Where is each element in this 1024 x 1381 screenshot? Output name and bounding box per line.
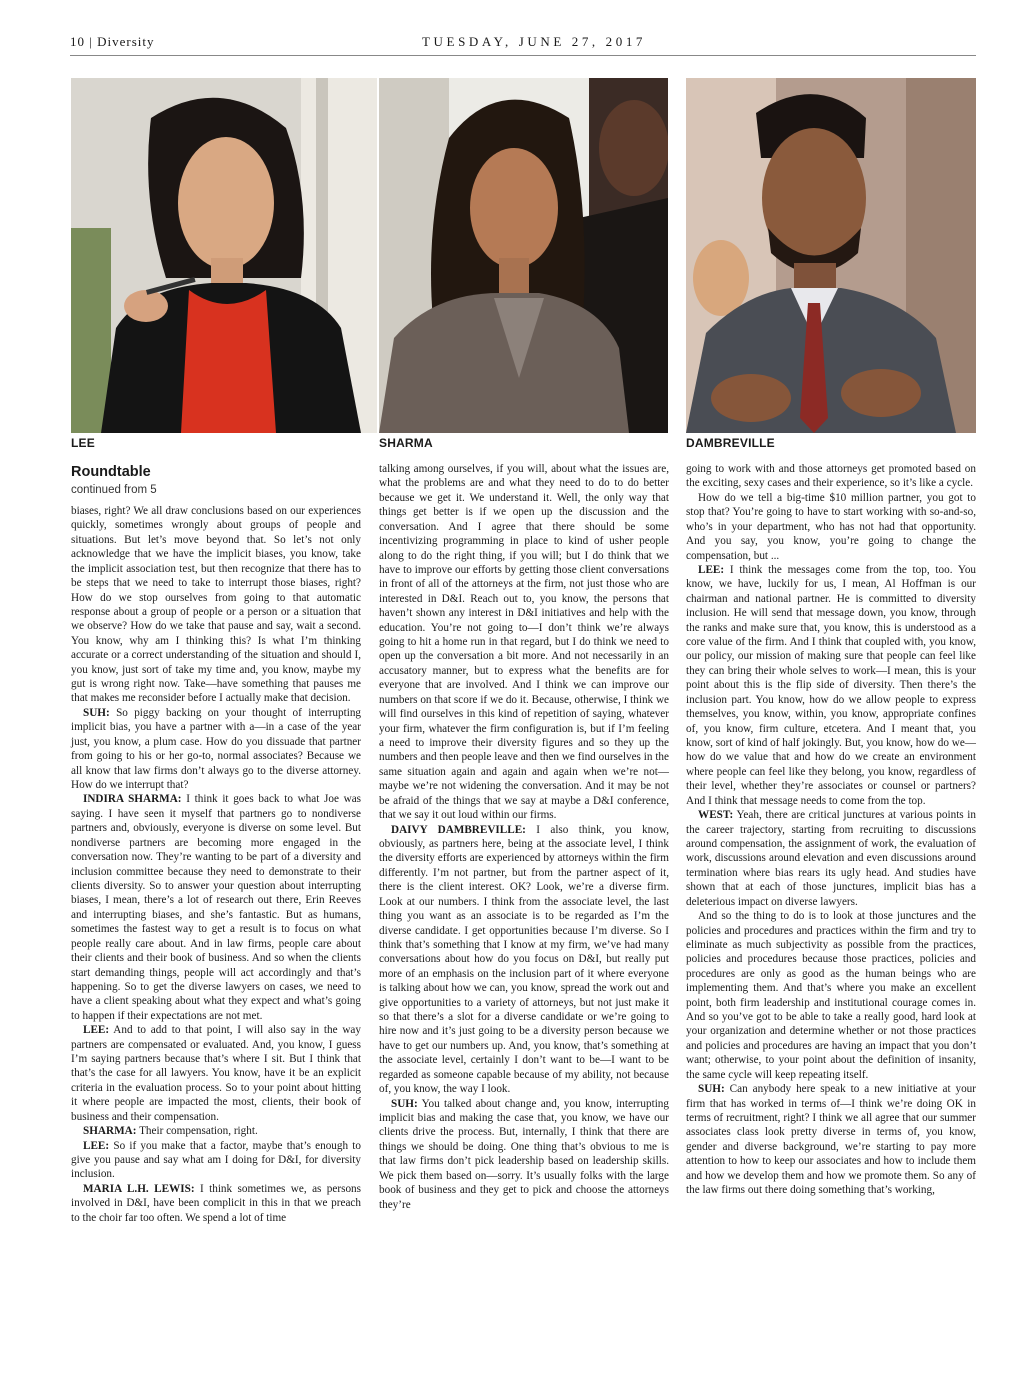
paragraph: LEE: And to add to that point, I will also say in the way partners are compensated or evaluated. And, you know, I guess I’m saying partners because that’s where I sit. But I think that that’s the case for all lawyers. You know, have it be an explicit criteria in the evaluation process. So to your point about hitting it where people are impacted the most, clients, their book of business and their compensation. xyxy=(71,1024,361,1123)
paragraph: biases, right? We all draw conclusions based on our experiences quickly, sometimes wrongly about groups of people and situations. But let’s move beyond that. So let’s not only acknowledge that we have the implicit biases, you know, take the implicit association test, but then recognize that there has to be steps that we need to take to interrupt those biases, right? How do we stop ourselves from going to that automatic response about a group of people or a person or a situation that we observe? How do we take that pause and say, wait a second. You know, why am I thinking this? Is what I’m thinking accurate or a correct understanding of the situation and should I, you know, just sort of take my time and, you know, maybe my gut is wrong right now. Take—have something that pauses me that makes me reconsider before I actually make that decision. xyxy=(71,505,361,705)
page-header xyxy=(70,33,976,56)
photo-caption-sharma: SHARMA xyxy=(379,436,433,450)
photo-caption-dambreville: DAMBREVILLE xyxy=(686,436,775,450)
paragraph: SUH: Can anybody here speak to a new initiative at your firm that has worked in terms of—I think we’re doing OK in terms of recruitment, right? I think we all agree that our summer associates class look pretty diverse in terms of, you know, gender and diverse background, we’re starting to pay more attention to how to keep our associates and how to include them and how we develop them and how we promote them. So any of the law firms out there doing something that’s working, xyxy=(686,1083,976,1197)
paragraph: DAIVY DAMBREVILLE: I also think, you know, obviously, as partners here, being at the associate level, I think the diversity efforts are experienced by attorneys within the firm differently. I’m not partner, but from the partner aspect of it, there is the client interest. OK? Look, we’re a diverse firm. Look at our numbers. I think from the associate level, the last thing you want as an associate is to be regarded as I’m the diverse candidate. I get opportunities because I’m diverse. So I think that’s something that I know at my firm, we’ve had many conversations about how do you focus on D&I, but really put more of an emphasis on the inclusion part of it where everyone is talking about how we can, you know, spread the work out and give opportunities to a variety of attorneys, but not just make it so that there’s a slot for a diverse candidate or we’re going to hire now and it’s just going to be a diversity person because we have to get our numbers up. And, you know, that’s something at the associate level, certainly I don’t want to be—I want to be regarded as someone capable because of my ability, not because of, you know, the way I look. xyxy=(379,823,669,1096)
article-column-1 xyxy=(71,462,361,1225)
article-headline: Roundtable xyxy=(71,464,151,480)
photo-caption-lee: LEE xyxy=(71,436,95,450)
issue-date: TUESDAY, JUNE 27, 2017 xyxy=(422,34,647,49)
paragraph: going to work with and those attorneys get promoted based on the exciting, sexy cases and their experience, so it’s like a cycle. xyxy=(686,463,976,490)
paragraph: LEE: So if you make that a factor, maybe that’s enough to give you pause and say what am I doing for D&I, for diversity inclusion. xyxy=(71,1139,361,1181)
section-folio: 10 | Diversity xyxy=(70,34,155,49)
continued-from-line: continued from 5 xyxy=(71,484,157,496)
paragraph: SUH: So piggy backing on your thought of interrupting implicit bias, you have a partner with a—in a case of the year just, you know, a plum case. How do you dissuade that partner from going to his or her go-to, normal associates? Because we all know that law firms don’t always go to the diverse attorney. How do we interrupt that? xyxy=(71,706,362,792)
paragraph: LEE: I think the messages come from the top, too. You know, we have, luckily for us, I mean, Al Hoffman is our chairman and national partner. He is committed to diversity inclusion. He will send that message down, you know, through the ranks and make sure that, you know, this is understood as a core value of the firm. And I think that coupled with, you know, our policy, our mission of making sure that people can feel like they can bring their whole selves to work—I mean, this is your point about this is the flip side of diversity. Then there’s the inclusion part. You know, how do we allow people to express themselves, you know, within, you know, appropriate confines of, you know, firm culture, etcetera. And I meant that, you know, sort of kind of half jokingly. But, you know, how do we—how do we value that and how do we create an environment where people can feel like they belong, you know, regardless of their level, whether they’re associates or counsel or partners? And I think that message needs to come from the top. xyxy=(686,563,977,807)
paragraph: SUH: You talked about change and, you know, interrupting implicit bias and making the case that, you know, we have our clients drive the process. But, internally, I think that there are things we should be doing. One thing that’s obvious to me is that law firms don’t pick leadership based on leadership skills. We pick them based on—sorry. It’s usually folks with the large book of business and they get to pick and choose the attorneys they’re xyxy=(379,1097,669,1211)
paragraph: talking among ourselves, if you will, about what the issues are, what the problems are and what they need to do to do better because we get it. We understand it. Well, the only way that things get better is if we open up the discussion and the conversation. And I agree that there should be some incentivizing programming in place to kind of usher people along to do the right thing, if you will; but I do think that we have to improve our efforts by getting those client conversations in front of all of the attorneys at the firm, not just those who are interested in D&I. Reach out to, you know, the persons that haven’t shown any interest in D&I initiatives and help with the education. You’re not going to—I don’t think we’re always going to hit a home run in that regard, but I do think we need to open up the conversation a bit more. And not necessarily in an accusatory manner, but to express what the benefits are for everyone that are involved. And I think we can improve our numbers on that score if we do it. Because, otherwise, I think we will find ourselves in this kind of repetition of saying, whatever your firm, whatever the firm configuration is, but if I’m feeling a need to improve their diversity figures and so they up the numbers and then people leave and then we find ourselves in the same situation again and again and again when we’re not—maybe we’re not widening the conversation. And it may be not be afraid of the things that we say at maybe a D&I conference, that we say it out loud within our firms. xyxy=(379,463,669,822)
paragraph: INDIRA SHARMA: I think it goes back to what Joe was saying. I have seen it myself that partners go to nondiverse partners and, obviously, everyone is diverse on some level. But nondiverse partners are becoming more engaged in the conversation now. They’re wanting to be part of a diversity and inclusion committee because they need to demonstrate to their clients diversity. So to answer your question about interrupting biases, I mean, there’s a lot of research out there, Erin Reeves and interrupting biases, and she’s fantastic. But as humans, sometimes the fastest way to get a result is to focus on what people really care about. And in law firms, people care about their clients and their book of business. And so when the clients start demanding things, people will act accordingly and that’s happening. So to get the diverse lawyers on cases, we need to have a client speaking about what they expect and what’s going to happen if their expectations are not met. xyxy=(71,793,362,1022)
article-column-2 xyxy=(379,462,669,1212)
photo-dambreville xyxy=(686,78,976,433)
article-column-3 xyxy=(686,462,976,1198)
paragraph: And so the thing to do is to look at those junctures and the policies and procedures and practices within the firm and try to eliminate as much subjectivity as possible from the practices, policies and procedures because those practices, policies and procedures are only as good as the human beings who are implementing them. And that’s where you make an excellent point, both firm leadership and institutional courage comes in. And so you’ve got to be able to take a really good, hard look at your organization and determine whether or not those practices and policies and procedures are having an impact that you don’t want; otherwise, to your point about the definition of insanity, the same cycle will keep repeating itself. xyxy=(686,910,976,1081)
paragraph: How do we tell a big-time $10 million partner, you got to stop that? You’re going to have to start working with so-and-so, who’s in your department, who has not had that opportunity. And you say, you know, you’re going to change the compensation, but ... xyxy=(686,491,976,562)
photo-lee xyxy=(71,78,377,433)
paragraph: MARIA L.H. LEWIS: I think sometimes we, as persons involved in D&I, have been complicit in this in that we preach to the choir far too often. We spend a lot of time xyxy=(71,1182,361,1224)
paragraph: SHARMA: Their compensation, right. xyxy=(83,1125,258,1138)
photo-sharma xyxy=(379,78,668,433)
paragraph: WEST: Yeah, there are critical junctures at various points in the career trajectory, starting from recruiting to discussions around compensation, the assignment of work, the evaluation of work, discussions around elevation and even discussions around termination where bias rears its ugly head. And studies have shown that at each of those junctures, implicit bias has a deleterious impact on diverse lawyers. xyxy=(686,809,976,908)
